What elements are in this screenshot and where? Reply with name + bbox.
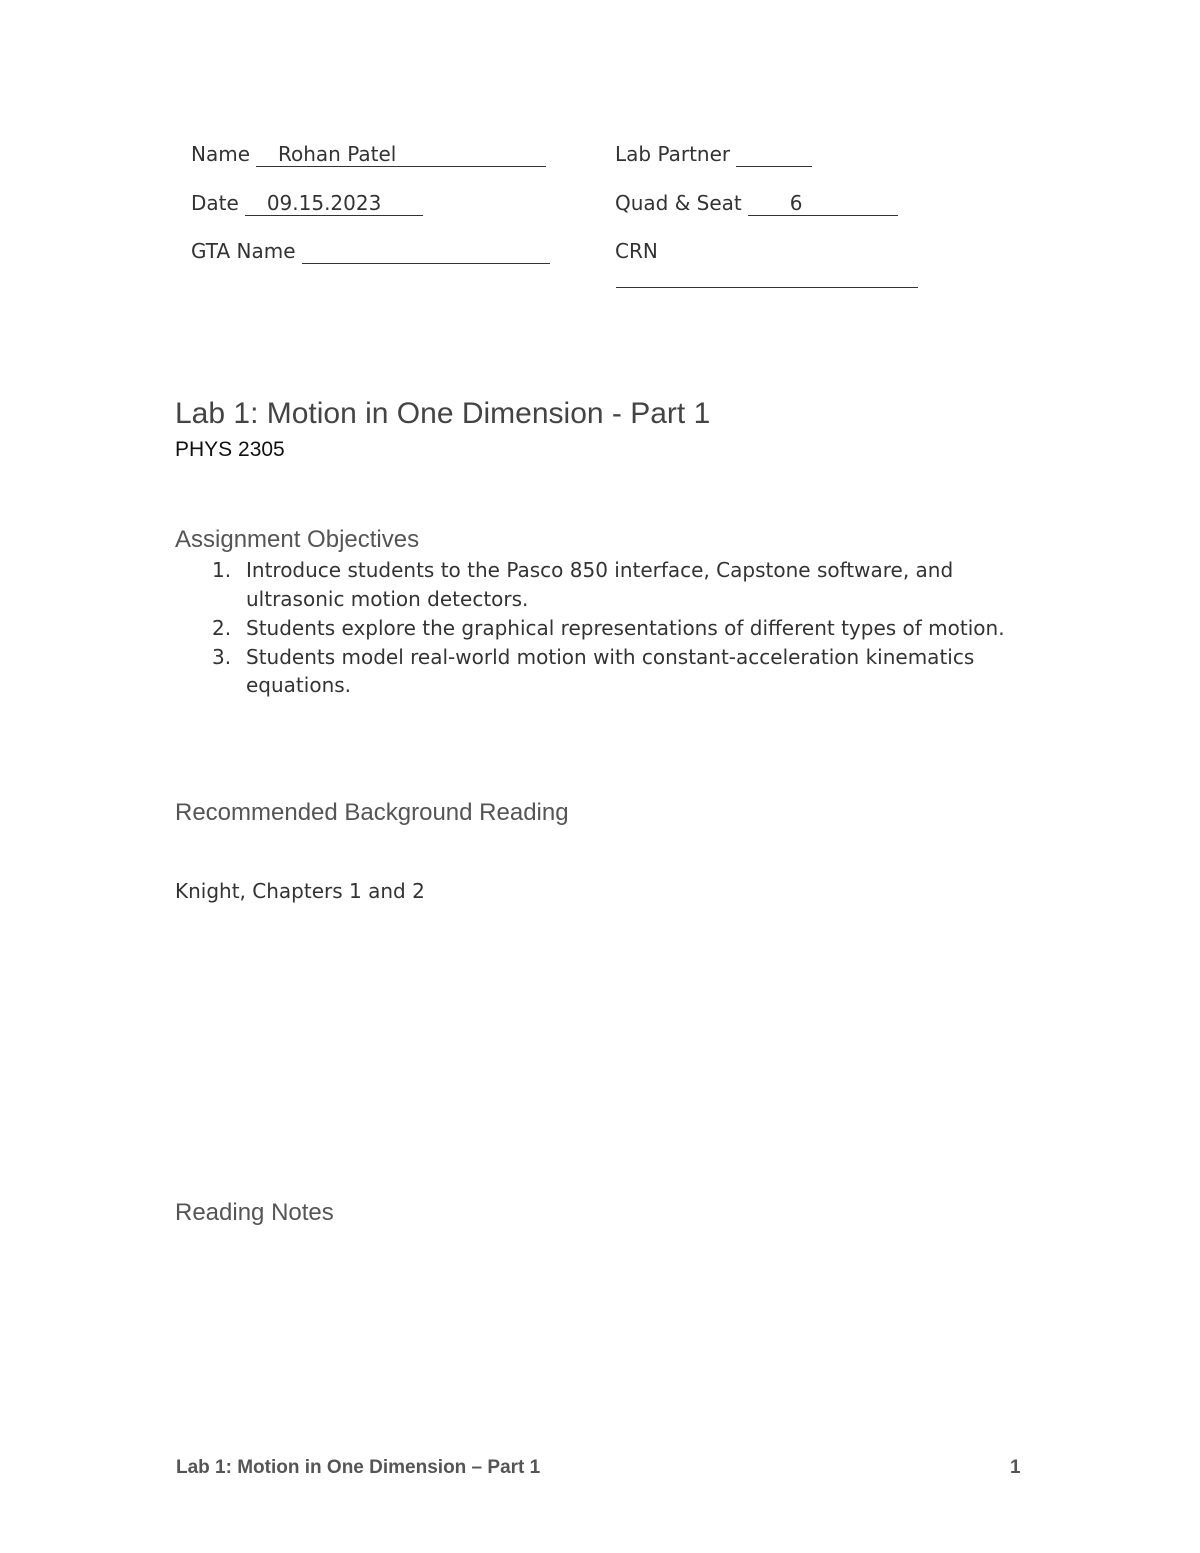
reading-text: Knight, Chapters 1 and 2 bbox=[175, 879, 425, 903]
quad-seat-value[interactable] bbox=[748, 192, 898, 216]
quad-seat-label: Quad & Seat bbox=[615, 191, 742, 215]
date-value[interactable] bbox=[245, 192, 424, 216]
objectives-list bbox=[175, 556, 1035, 700]
lab-partner-label: Lab Partner bbox=[615, 142, 731, 166]
list-item-number: 1. bbox=[212, 558, 232, 582]
gta-name-field bbox=[191, 239, 550, 264]
crn-input-line[interactable] bbox=[616, 287, 918, 288]
objectives-heading: Assignment Objectives bbox=[175, 526, 420, 553]
quad-seat-value-text: 6 bbox=[789, 191, 803, 215]
name-value[interactable] bbox=[256, 143, 546, 167]
page-number: 1 bbox=[1010, 1457, 1021, 1478]
crn-field bbox=[615, 239, 664, 263]
date-label: Date bbox=[191, 191, 239, 215]
name-field bbox=[191, 142, 546, 167]
footer-title: Lab 1: Motion in One Dimension – Part 1 bbox=[176, 1457, 541, 1478]
list-item-number: 2. bbox=[212, 615, 232, 640]
reading-heading: Recommended Background Reading bbox=[175, 799, 569, 826]
list-item-number: 3. bbox=[212, 644, 232, 669]
page-title: Lab 1: Motion in One Dimension - Part 1 bbox=[175, 397, 711, 430]
lab-partner-value[interactable] bbox=[736, 143, 812, 167]
quad-seat-field bbox=[615, 191, 898, 216]
list-item bbox=[175, 614, 1035, 643]
crn-label: CRN bbox=[615, 239, 658, 263]
list-item-text: Introduce students to the Pasco 850 interface, Capstone software, and ultrasonic motion detectors. bbox=[246, 558, 954, 611]
name-label: Name bbox=[191, 142, 251, 166]
date-value-text: 09.15.2023 bbox=[266, 191, 382, 215]
course-code: PHYS 2305 bbox=[175, 438, 285, 461]
list-item bbox=[175, 556, 1035, 613]
list-item bbox=[175, 643, 1035, 700]
name-value-text: Rohan Patel bbox=[278, 142, 397, 166]
lab-partner-field bbox=[615, 142, 812, 167]
list-item-text: Students model real-world motion with constant-acceleration kinematics equations. bbox=[246, 644, 975, 697]
list-item-text: Students explore the graphical representations of different types of motion. bbox=[246, 615, 1005, 640]
gta-name-value[interactable] bbox=[302, 240, 550, 264]
notes-heading: Reading Notes bbox=[175, 1199, 334, 1226]
gta-name-label: GTA Name bbox=[191, 239, 296, 263]
date-field bbox=[191, 191, 423, 216]
